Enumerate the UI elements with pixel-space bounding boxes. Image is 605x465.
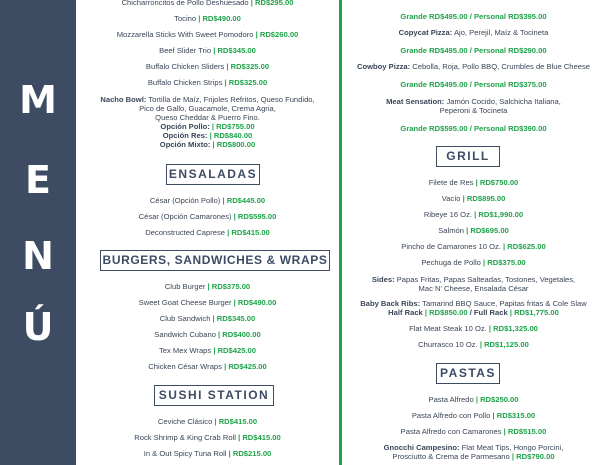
pizza-prices: Grande RD$595.00 / Personal RD$390.00 <box>400 124 547 133</box>
menu-sidebar <box>0 0 76 465</box>
pizza-prices: Grande RD$495.00 / Personal RD$290.00 <box>400 46 547 55</box>
menu-item: Vacío | RD$895.00 <box>441 194 506 203</box>
grill-sides: Sides: Papas Fritas, Papas Salteadas, Tostones, Vegetales, <box>371 275 576 284</box>
menu-item: Buffalo Chicken Sliders | RD$325.00 <box>145 62 270 71</box>
gnocchi-campesino: Gnocchi Campesino: Flat Meat Tips, Hongo Porcini, <box>383 443 564 452</box>
section-title-pastas: PASTAS <box>436 363 500 384</box>
menu-item: Flat Meat Steak 10 Oz. | RD$1,325.00 <box>409 324 538 333</box>
nacho-bowl-line1: Nacho Bowl: Tortilla de Maíz, Frijoles Refritos, Queso Fundido, <box>100 95 315 104</box>
baby-back-ribs-prices: Half Rack | RD$850.00 / Full Rack | RD$1,775.00 <box>388 308 559 317</box>
menu-item: Tocino | RD$490.00 <box>174 14 241 23</box>
menu-item: Rock Shrimp & King Crab Roll | RD$415.00 <box>134 433 281 442</box>
baby-back-ribs: Baby Back Ribs: Tamarind BBQ Sauce, Papitas fritas & Cole Slaw <box>360 299 587 308</box>
menu-item: Pincho de Camarones 10 Oz. | RD$625.00 <box>401 242 546 251</box>
nacho-option: Opción Mixto: | RD$800.00 <box>159 140 256 149</box>
pizza-copycat: Copycat Pizza: Ajo, Perejil, Maíz & Tocineta <box>398 28 549 37</box>
menu-item: Pechuga de Pollo | RD$375.00 <box>421 258 526 267</box>
sidebar-letter-m: M <box>19 78 57 122</box>
menu-item: Pasta Alfredo con Pollo | RD$315.00 <box>411 411 536 420</box>
menu-item: Buffalo Chicken Strips | RD$325.00 <box>147 78 268 87</box>
menu-item: Deconstructed Caprese | RD$415.00 <box>145 228 270 237</box>
section-title-burgers: BURGERS, SANDWICHES & WRAPS <box>100 250 330 271</box>
sidebar-letter-u: Ú <box>22 305 54 349</box>
nacho-option: Opción Pollo: | RD$755.00 <box>160 122 255 131</box>
gnocchi-campesino-desc: Prosciutto & Crema de Parmesano | RD$790.00 <box>392 452 555 461</box>
pizza-meat-sensation-desc: Peperoni & Tocineta <box>439 106 508 115</box>
section-title-ensaladas: ENSALADAS <box>166 164 260 185</box>
menu-item: Sandwich Cubano | RD$400.00 <box>154 330 261 339</box>
menu-item: César (Opción Pollo) | RD$445.00 <box>149 196 266 205</box>
menu-item: Sweet Goat Cheese Burger | RD$490.00 <box>138 298 277 307</box>
menu-item: Salmón | RD$695.00 <box>438 226 509 235</box>
menu-item: César (Opción Camarones) | RD$595.00 <box>138 212 277 221</box>
nacho-bowl-line2: Pico de Gallo, Guacamole, Crema Agria, <box>139 104 276 113</box>
menu-item: Ceviche Clásico | RD$415.00 <box>157 417 258 426</box>
right-column <box>342 0 605 465</box>
menu-item: Chicharroncitos de Pollo Deshuesado | RD$295.00 <box>121 0 294 7</box>
grill-sides-desc: Mac N' Cheese, Ensalada César <box>418 284 529 293</box>
menu-item: Pasta Alfredo con Camarones | RD$515.00 <box>400 427 547 436</box>
pizza-prices: Grande RD$495.00 / Personal RD$375.00 <box>400 80 547 89</box>
menu-item: Churrasco 10 Oz. | RD$1,125.00 <box>418 340 529 349</box>
pizza-prices: Grande RD$495.00 / Personal RD$395.00 <box>400 12 547 21</box>
nacho-bowl-line3: Queso Cheddar & Puerro Fino. <box>155 113 260 122</box>
section-title-sushi: SUSHI STATION <box>154 385 274 406</box>
pizza-cowboy: Cowboy Pizza: Cebolla, Roja, Pollo BBQ, Crumbles de Blue Cheese <box>357 62 590 71</box>
left-column <box>76 0 339 465</box>
menu-item: Pasta Alfredo | RD$250.00 <box>428 395 519 404</box>
menu-item: Chicken César Wraps | RD$425.00 <box>148 362 267 371</box>
menu-item: Mozzarella Sticks With Sweet Pomodoro | RD$260.00 <box>116 30 299 39</box>
menu-item: In & Out Spicy Tuna Roll | RD$215.00 <box>143 449 272 458</box>
menu-item: Club Sandwich | RD$345.00 <box>159 314 256 323</box>
menu-item: Tex Mex Wraps | RD$425.00 <box>159 346 256 355</box>
menu-item: Beef Slider Trio | RD$345.00 <box>159 46 256 55</box>
sidebar-letter-e: E <box>25 158 51 202</box>
menu-item: Ribeye 16 Oz. | RD$1,990.00 <box>423 210 524 219</box>
section-title-grill: GRILL <box>436 146 500 167</box>
menu-item: Filete de Res | RD$750.00 <box>428 178 519 187</box>
sidebar-letter-n: N <box>22 234 54 278</box>
menu-item: Club Burger | RD$375.00 <box>164 282 251 291</box>
nacho-option: Opción Res: | RD$840.00 <box>162 131 253 140</box>
pizza-meat-sensation: Meat Sensation: Jamón Cocido, Salchicha Italiana, <box>386 97 561 106</box>
